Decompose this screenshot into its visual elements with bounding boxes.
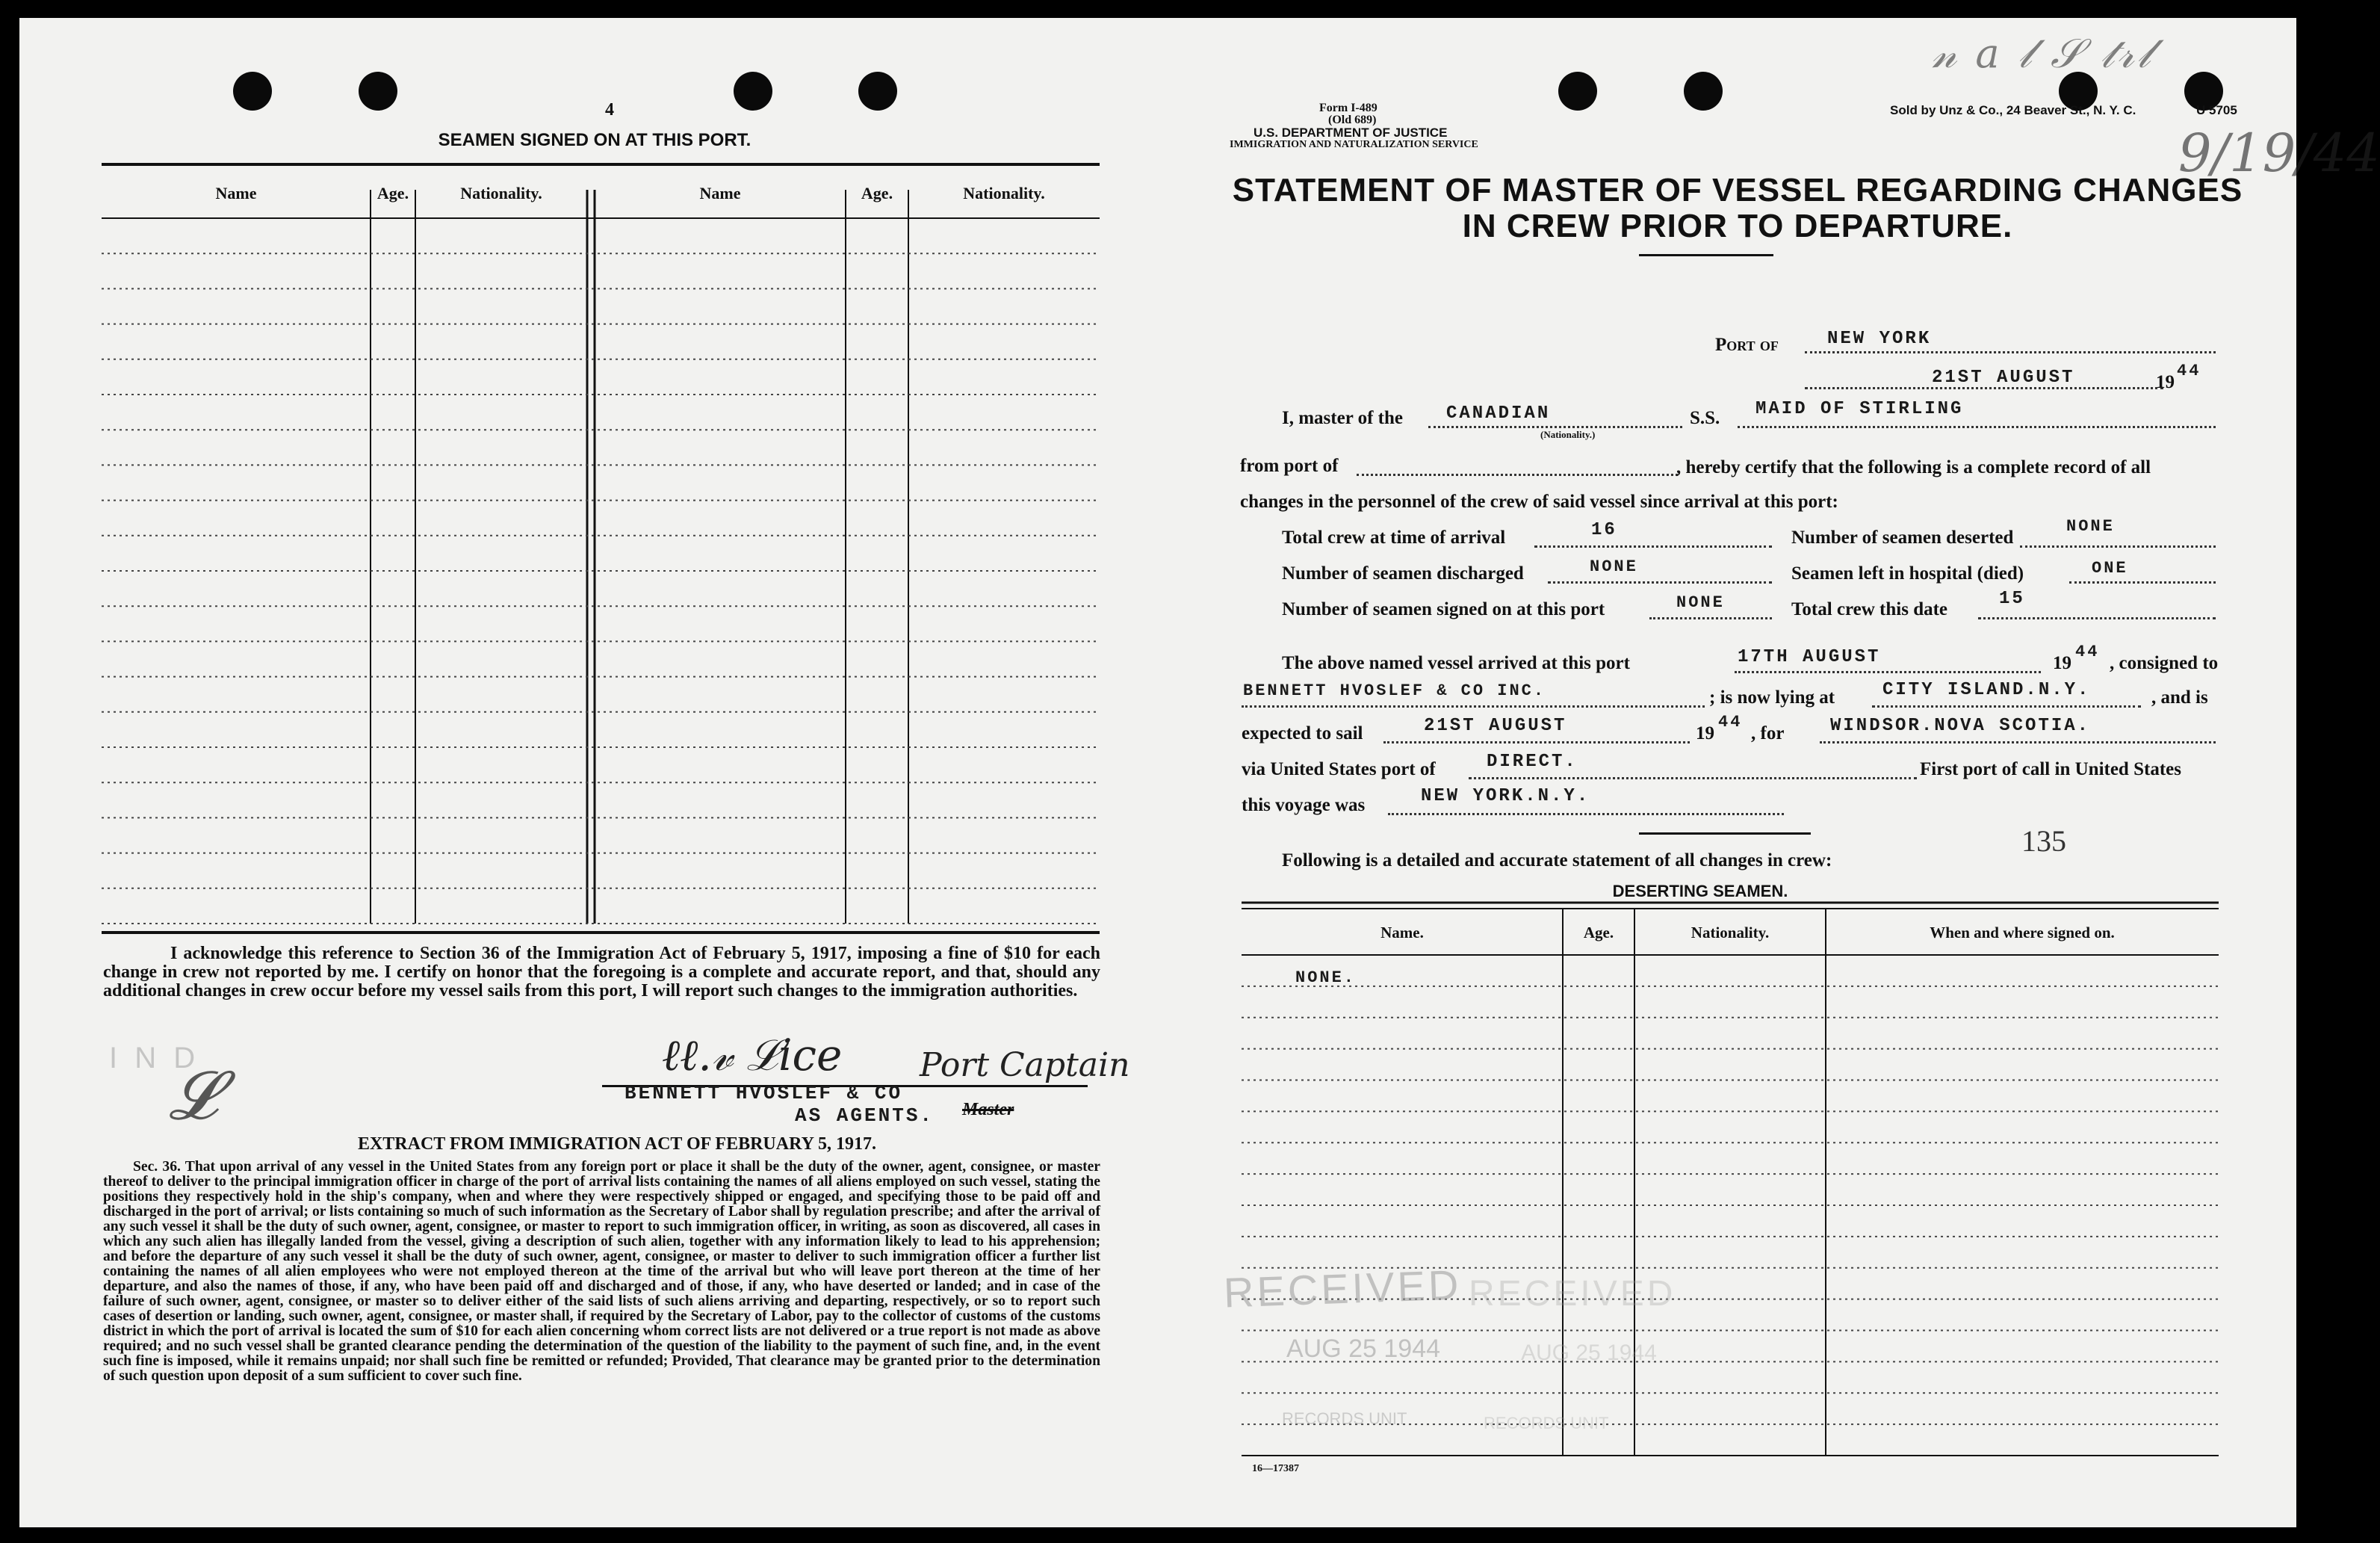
year-prefix: 19: [2156, 372, 2175, 392]
consigned-label: , consigned to: [2110, 653, 2219, 673]
deserting-grid-lines: [19, 18, 2296, 1482]
deserting-entry: NONE.: [1295, 968, 1357, 987]
ss-label: S.S.: [1690, 408, 1720, 428]
column-header: Nationality.: [963, 184, 1045, 202]
column-header: Age.: [376, 184, 409, 202]
stamp-date-overlap: AUG 25 1944: [1521, 1341, 1657, 1365]
extract-text: Sec. 36. That upon arrival of any vessel in the United States from any foreign port or place it shall be the duty of the owner, agent, consignee, or master thereof to deliver to the principal immigration officer in charge of the port of arrival lists containing the names of all aliens employed on such vessel, stating the positions they respectively hold in the ship's company, when and where they were respectively shipped or engaged, and specifying those to be paid off and discharged in the port of arrival; or lists containing so much of such information as the Secretary of Labor shall by regulation prescribe; and after the arrival of any such vessel it shall be the duty of such owner, agent, consignee, or master to report to such immigration officer, in writing, as soon as discovered, all cases in which any such alien has illegally landed from the vessel, giving a description of such alien, together with any information likely to lead to his apprehension; and before the departure of any such vessel it shall be the duty of such owner, agent, consignee, or master to deliver to such immigration officer a further list containing the names of all alien employees who were not employed thereon at the time of the arrival but who will leave port thereon at the time of her departure, and also the names of those, if any, who have been paid off and discharged and of those, if any, who have deserted or landed; and in case of the failure of such owner, agent, consignee, or master so to deliver either of the said lists of such aliens arriving and departing, respectively, or so to report such cases of desertion or landing, such owner, agent, consignee, or master shall, if required by the Secretary of Labor, pay to the collector of customs of the customs district in which the port of arrival is located the sum of $10 for each alien concerning whom correct lists are not delivered or a true report is not made as above required; and no such vessel shall be granted clearance pending the determination of the question of the liability to the payment of such fine, and, in the event such fine is imposed, while it remains unpaid; nor shall such fine be remitted or refunded; Provided, That clearance may be granted prior to the determination of such question upon deposit of a sum sufficient to cover such fine.: [103, 1159, 1100, 1384]
first-port-label: First port of call in United States: [1920, 759, 2181, 779]
stamp-number: 135: [2021, 824, 2066, 858]
nationality-value: CANADIAN: [1446, 403, 1551, 424]
title-line-1: STATEMENT OF MASTER OF VESSEL REGARDING CHANGES: [1232, 172, 2243, 208]
hospital-value: ONE: [2092, 559, 2128, 578]
extract-title: EXTRACT FROM IMMIGRATION ACT OF FEBRUARY 5, 1917.: [357, 1134, 877, 1154]
agent-name: BENNETT HVOSLEF & CO: [625, 1082, 903, 1104]
year-suffix: 44: [2177, 362, 2201, 380]
deserted-label: Number of seamen deserted: [1791, 528, 2014, 548]
sold-by: Sold by Unz & Co., 24 Beaver St., N. Y. C.: [1890, 103, 2136, 117]
vessel-name: MAID OF STIRLING: [1755, 399, 1964, 419]
signature-title-handwritten: Port Captain: [920, 1046, 1130, 1084]
column-header: Age.: [1583, 924, 1614, 941]
lying-label: ; is now lying at: [1709, 687, 1835, 708]
form-number: Form I-489: [1319, 102, 1378, 114]
handwritten-corner-date: 9/19/44: [2178, 123, 2380, 184]
column-header: Name.: [1380, 924, 1424, 941]
expected-label: expected to sail: [1242, 723, 1363, 743]
consignee-value: BENNETT HVOSLEF & CO INC.: [1243, 681, 1546, 700]
expected-year-prefix: 19: [1696, 723, 1714, 743]
stamp-date: AUG 25 1944: [1286, 1335, 1441, 1363]
column-header: Name: [215, 184, 257, 202]
expected-year-suffix: 44: [1718, 713, 1743, 732]
port-of-label: Port of: [1715, 335, 1779, 355]
column-header: Age.: [861, 184, 893, 202]
form-old: (Old 689): [1328, 114, 1377, 126]
page-number: 4: [605, 100, 614, 120]
stamp-unit: RECORDS UNIT: [1282, 1409, 1407, 1428]
received-stamp: RECEIVED: [1222, 1261, 1463, 1317]
voyage-label: this voyage was: [1242, 795, 1366, 815]
discharged-value: NONE: [1590, 557, 1638, 576]
certify-text: , hereby certify that the following is a complete record of all: [1676, 457, 2151, 477]
total-crew-arrival-label: Total crew at time of arrival: [1282, 528, 1506, 548]
form-code: U 5705: [2196, 103, 2237, 117]
lying-value: CITY ISLAND.N.Y.: [1882, 680, 2091, 700]
print-code: 16—17387: [1252, 1463, 1299, 1474]
title-line-2: IN CREW PRIOR TO DEPARTURE.: [1462, 208, 2013, 244]
nationality-caption: (Nationality.): [1540, 429, 1596, 440]
arrived-year-suffix: 44: [2075, 643, 2100, 661]
following-text: Following is a detailed and accurate statement of all changes in crew:: [1282, 850, 1832, 871]
total-crew-date-label: Total crew this date: [1791, 599, 1948, 619]
column-header: Nationality.: [1691, 924, 1770, 941]
received-stamp-overlap: RECEIVED: [1469, 1274, 1676, 1314]
acknowledgement-text: I acknowledge this reference to Section 36 of the Immigration Act of February 5, 1917, imposing a fine of $10 for each change in crew not reported by me. I certify on honor that the foregoing is a complete and accurate report, and that, should any additional changes in crew occur before my vessel sails from this port, I will report such changes to the immigration authorities.: [103, 944, 1100, 1001]
total-crew-arrival-value: 16: [1591, 520, 1617, 540]
column-header: When and where signed on.: [1930, 924, 2115, 941]
handwritten-initials: 𝓛: [169, 1057, 218, 1135]
master-struck: Master: [962, 1100, 1014, 1119]
first-port-value: NEW YORK.N.Y.: [1421, 786, 1590, 806]
faded-stamp: I N D: [109, 1042, 200, 1074]
arrived-label: The above named vessel arrived at this port: [1282, 653, 1630, 673]
signed-on-value: NONE: [1676, 593, 1725, 612]
and-is: , and is: [2151, 687, 2208, 708]
destination-value: WINDSOR.NOVA SCOTIA.: [1830, 716, 2091, 736]
deserted-value: NONE: [2066, 517, 2115, 536]
arrived-year-prefix: 19: [2053, 653, 2071, 673]
via-label: via United States port of: [1242, 759, 1436, 779]
service: IMMIGRATION AND NATURALIZATION SERVICE: [1230, 139, 1478, 150]
handwritten-corner-name: 𝓃 a 𝓁 𝒮 𝓉𝓇𝓁: [1932, 30, 2154, 77]
signed-on-label: Number of seamen signed on at this port: [1282, 599, 1605, 619]
stamp-unit-overlap: RECORDS UNIT: [1484, 1414, 1609, 1432]
for-label: , for: [1751, 723, 1785, 743]
discharged-label: Number of seamen discharged: [1282, 563, 1524, 584]
expected-date: 21ST AUGUST: [1424, 716, 1567, 736]
agent-role: AS AGENTS.: [795, 1104, 935, 1127]
changes-text: changes in the personnel of the crew of said vessel since arrival at this port:: [1240, 492, 1838, 512]
date-value: 21ST AUGUST: [1932, 368, 2075, 388]
column-header: Nationality.: [460, 184, 542, 202]
from-port-label: from port of: [1240, 456, 1339, 476]
department: U.S. DEPARTMENT OF JUSTICE: [1253, 126, 1448, 140]
hospital-label: Seamen left in hospital (died): [1791, 563, 2024, 584]
master-label: I, master of the: [1282, 408, 1403, 428]
section-title: SEAMEN SIGNED ON AT THIS PORT.: [438, 130, 752, 150]
signature-scrawl: ℓℓ.𝓋 ℒice: [662, 1030, 843, 1080]
via-value: DIRECT.: [1487, 752, 1578, 772]
deserting-title: DESERTING SEAMEN.: [1612, 882, 1788, 900]
arrived-date: 17TH AUGUST: [1738, 647, 1881, 667]
document-sheet: [19, 18, 2380, 1527]
column-header: Name: [699, 184, 741, 202]
total-crew-date-value: 15: [1999, 589, 2025, 609]
port-of-value: NEW YORK: [1827, 329, 1932, 349]
